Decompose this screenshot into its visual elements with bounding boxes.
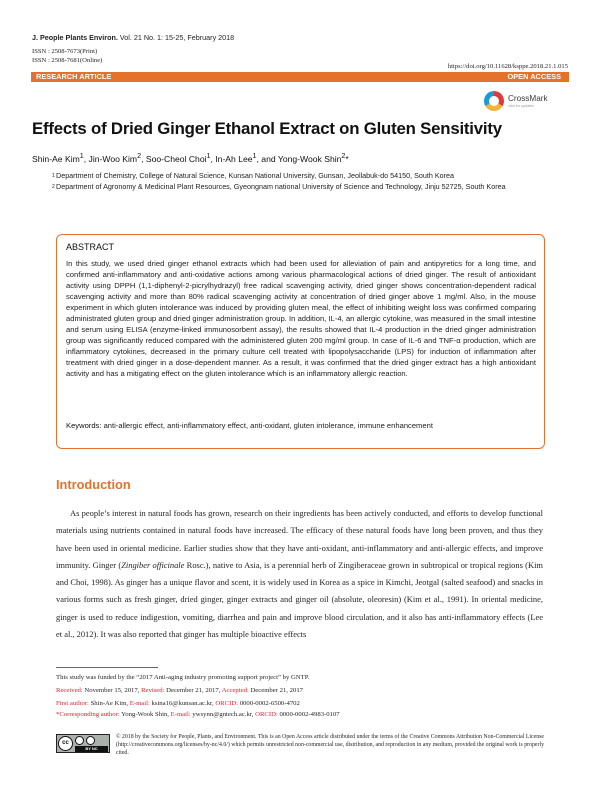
affiliation-1: 1 Department of Chemistry, College of Natural Science, Kunsan National University, Gunsan, Jeollabuk-do 54150, South Korea — [52, 171, 455, 180]
issn-print: ISSN : 2508-7673(Print) — [32, 48, 98, 55]
journal-citation: J. People Plants Environ. Vol. 21 No. 1: 15-25, February 2018 — [32, 33, 235, 42]
first-author-note: First author: Shin-Ae Kim, E-mail: ksina16@kunsan.ac.kr, ORCID: 0000-0002-6500-4702 — [56, 700, 300, 707]
funding-note: This study was funded by the “2017 Anti-aging industry promoting support project” by GNTP. — [56, 674, 310, 681]
crossmark-icon — [484, 91, 504, 111]
non-commercial-icon — [86, 736, 95, 745]
crossmark-badge[interactable] — [484, 91, 560, 113]
open-access-label: OPEN ACCESS — [507, 72, 561, 81]
article-type-bar — [31, 72, 569, 82]
corresponding-author-note: *Corresponding author: Yong-Wook Shin, E-mail: ywsynn@gntech.ac.kr, ORCID: 0000-0002-4983-0107 — [56, 711, 340, 718]
doi-link[interactable]: https://doi.org/10.11628/ksppe.2018.21.1.015 — [447, 63, 568, 70]
author-list: Shin-Ae Kim$^1$, Jin-Woo Kim$^2$, Soo-Cheol Choi$^1$, In-Ah Lee$^1$, and Yong-Wook Shin$^2$* — [32, 152, 349, 164]
article-type: RESEARCH ARTICLE — [36, 72, 112, 81]
dates-note: Received: November 15, 2017, Revised: December 21, 2017, Accepted: December 21, 2017 — [56, 687, 304, 694]
issn-online: ISSN : 2508-7681(Online) — [32, 57, 103, 64]
crossmark-sub: click for updates — [508, 104, 534, 108]
attribution-icon — [75, 736, 84, 745]
cc-badge-label: BY NC — [75, 746, 108, 752]
abstract-text: In this study, we used dried ginger ethanol extracts which had been used for alleviation of pain and antipyretics for a long time, and confirmed anti-inflammatory and anti-oxidative actions among various pharmacological actions of dried ginger. The result of antioxidant activity using DPPH (1,1-diphenyl-2-picrylhydrazyl) free radical scavenging activity, dried ginger shows concentration-dependent radical scavenging activity and more than 80% radical scavenging activity at concentration of dried ginger above 1 mg/ml. Also, in the mouse experiment in which gluten intolerance was induced by providing gluten meal, the effect of inhibiting weight loss was confirmed comparing administrated gluten group and dried ginger administration group. In addition, IL-4, an allergic cytokine, was measured in the small intestine and serum using ELISA (enzyme-linked immunosorbent assay), the results showed that IL-4 production in the dried ginger administration group was significantly reduced compared with the administered gluten 200 mg/ml group. In case of IL-6 and TNF-α production, which are inflammatory cytokines, decreased in the primary culture cell treated with lipopolysaccharide (LPS) for induction of inflammation after treatment with dried ginger in a dose-dependent manner. As a result, it was confirmed that the dried ginger extract has a high antioxidant activity and has a mitigating effect on the gluten intolerance which is an inflammatory allergic reaction. — [66, 259, 536, 379]
abstract-heading: ABSTRACT — [66, 242, 115, 252]
introduction-paragraph: As people’s interest in natural foods has grown, research on their ingredients has been actively conducted, and efforts to develop functional materials using nutrients contained in natural foods have increased. The efficacy of these natural foods have long been proven, and thus they have been used in oriental medicine. Earlier studies show that they have anti-oxidant, anti-inflammatory and anti-allergic effects, and improve immunity. Ginger (Zingiber officinale Rosc.), native to Asia, is a perennial herb of Zingiberaceae grown in subtropical or tropical regions (Kim and Choi, 1998). As ginger has a unique flavor and scent, it is widely used in Korea as a spice in Kimchi, Jeotgal (salted seafood) and snacks in various forms such as fresh ginger, dried ginger, ginger extracts and ginger oil (absolute, oleoresin) (Kim et al., 1991). In oriental medicine, ginger is used to reduce indigestion, vomiting, diarrhea and pain and improve blood circulation, and it also has anti-inflammatory effects (Lee et al., 2012). It was also reported that ginger has multiple bioactive effects — [56, 508, 543, 640]
introduction-heading: Introduction — [56, 477, 131, 492]
cc-license-badge[interactable] — [56, 734, 110, 753]
keywords — [66, 421, 536, 430]
license-text: © 2018 by the Society for People, Plants, and Environment. This is an Open Access article distributed under the terms of the Creative Commons Attribution Non-Commercial License (http://creativecommons.org/licenses/by-nc/4.0/) which permits unrestricted non-commercial use, distribution, and reproduction in any medium, provided the original work is properly cited. — [116, 734, 544, 757]
footnote-rule — [56, 667, 158, 668]
cc-icon: cc — [58, 736, 73, 751]
paper-title: Effects of Dried Ginger Ethanol Extract on Gluten Sensitivity — [32, 119, 502, 138]
keywords-list: anti-allergic effect, anti-inflammatory effect, anti-oxidant, gluten intolerance, immune enhancement — [101, 421, 433, 430]
crossmark-label: CrossMark — [508, 94, 548, 103]
keywords-label: Keywords: — [66, 421, 102, 430]
introduction-body — [56, 505, 543, 643]
affiliation-2: 2 Department of Agronomy & Medicinal Plant Resources, Gyeongnam national University of Science and Technology, Jinju 52725, South Korea — [52, 182, 506, 191]
